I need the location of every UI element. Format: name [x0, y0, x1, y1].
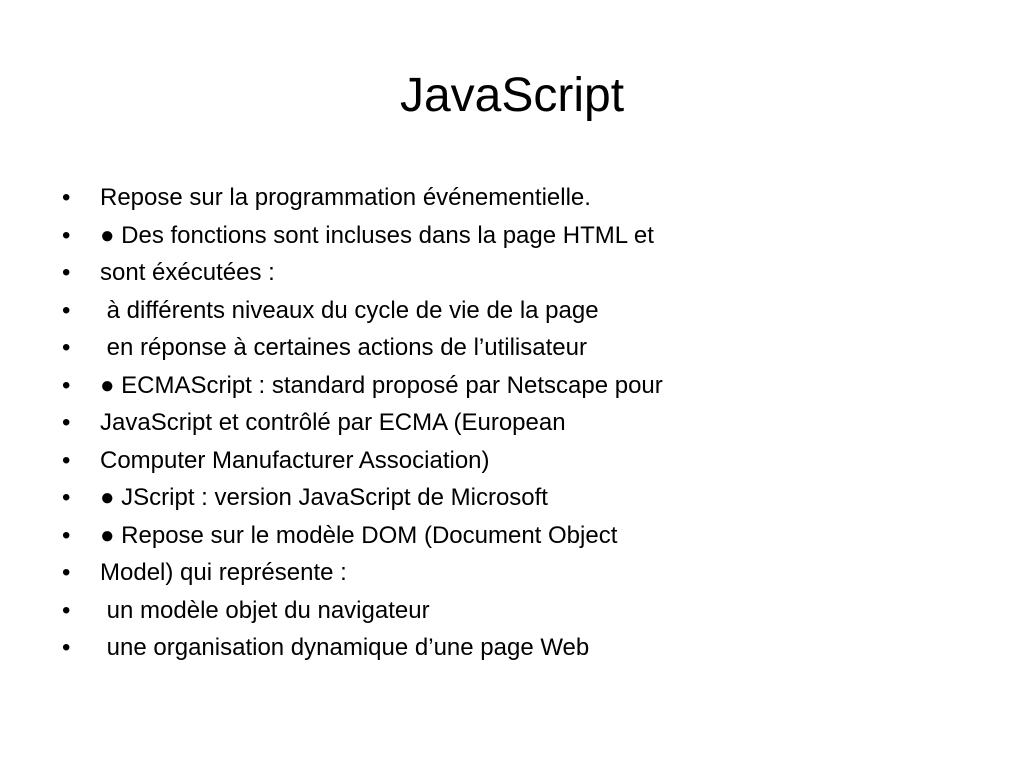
bullet-text: ● ECMAScript : standard proposé par Netscape pour — [100, 371, 663, 399]
bullet-item — [62, 367, 962, 405]
bullet-item — [62, 329, 962, 367]
bullet-dot-icon: • — [62, 446, 71, 474]
bullet-dot-icon: • — [62, 484, 71, 511]
bullet-dot-icon: • — [62, 221, 71, 249]
bullet-item — [62, 404, 962, 442]
bullet-dot-icon: • — [62, 596, 71, 624]
bullet-item — [62, 254, 962, 292]
bullet-item — [62, 554, 962, 592]
bullet-text: en réponse à certaines actions de l’utilisateur — [100, 334, 587, 361]
bullet-dot-icon: • — [62, 259, 71, 286]
bullet-item — [62, 592, 962, 630]
bullet-dot-icon: • — [62, 184, 71, 211]
bullet-text: JavaScript et contrôlé par ECMA (European — [100, 409, 566, 436]
slide-title: JavaScript — [399, 69, 625, 122]
bullet-text: Computer Manufacturer Association) — [100, 446, 490, 474]
bullet-text: sont éxécutées : — [100, 259, 275, 286]
bullet-text: ● Des fonctions sont incluses dans la page HTML et — [100, 221, 654, 249]
bullet-dot-icon: • — [62, 409, 71, 436]
bullet-item — [62, 217, 962, 255]
bullet-item — [62, 179, 962, 217]
bullet-text: un modèle objet du navigateur — [100, 596, 430, 624]
bullet-text: Model) qui représente : — [100, 559, 347, 586]
bullet-dot-icon: • — [62, 296, 71, 324]
bullet-item — [62, 629, 962, 667]
bullet-dot-icon: • — [62, 559, 71, 586]
bullet-dot-icon: • — [62, 521, 71, 549]
bullet-text: ● Repose sur le modèle DOM (Document Object — [100, 521, 618, 549]
bullet-text: Repose sur la programmation événementielle. — [100, 184, 591, 211]
bullet-dot-icon: • — [62, 634, 71, 661]
bullet-dot-icon: • — [62, 334, 71, 361]
bullet-list — [62, 179, 962, 667]
bullet-item — [62, 517, 962, 555]
bullet-item — [62, 442, 962, 480]
bullet-item — [62, 479, 962, 517]
bullet-text: à différents niveaux du cycle de vie de la page — [100, 296, 599, 324]
bullet-dot-icon: • — [62, 371, 71, 399]
bullet-item — [62, 292, 962, 330]
bullet-text: ● JScript : version JavaScript de Microsoft — [100, 484, 548, 511]
bullet-text: une organisation dynamique d’une page Web — [100, 634, 590, 661]
